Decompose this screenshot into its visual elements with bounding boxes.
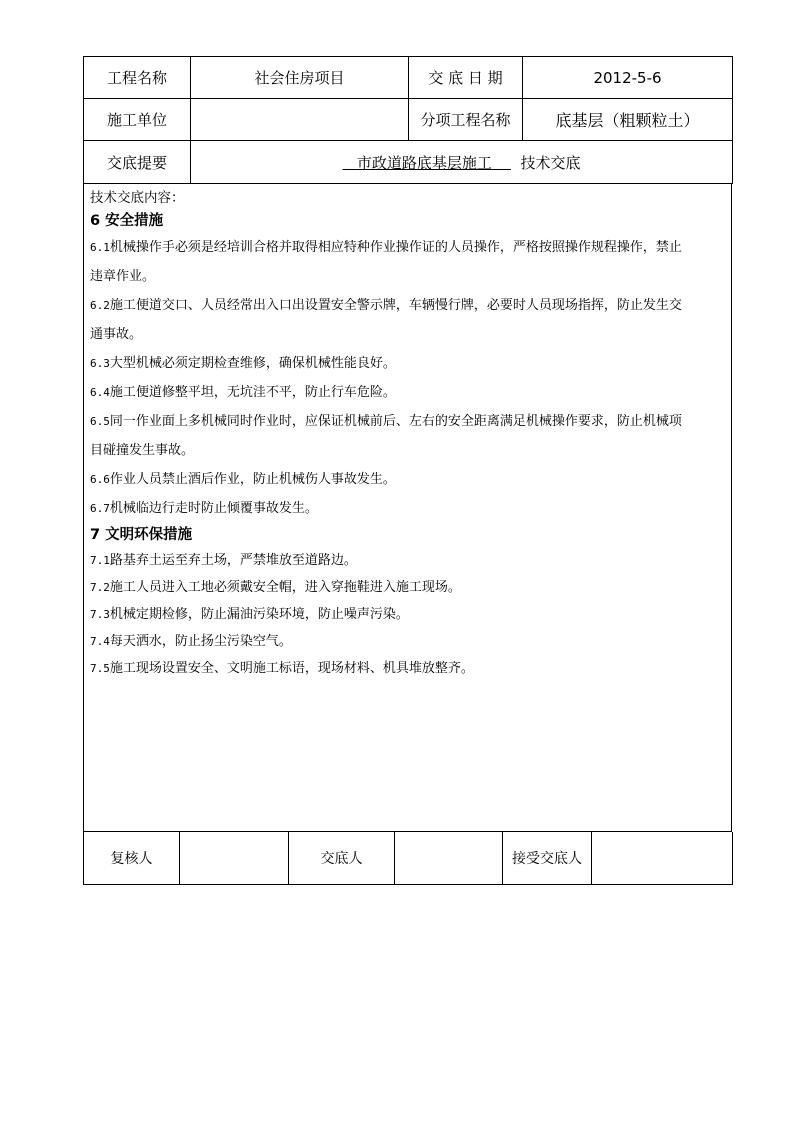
list-item (90, 601, 725, 628)
list-item (90, 407, 725, 436)
item-number: 7.1 (90, 554, 110, 567)
item-text: 施工便道交口、人员经常出入口出设置安全警示牌，车辆慢行牌，必要时人员现场指挥，防止发生交 (109, 298, 682, 313)
list-item (90, 574, 725, 601)
discloser-value (395, 832, 503, 885)
list-item-continuation: 通事故。 (90, 327, 143, 342)
list-item (90, 465, 725, 494)
signature-table (83, 832, 733, 885)
summary-suffix: 技术交底 (520, 153, 581, 172)
content-intro: 技术交底内容： (90, 190, 185, 206)
construction-unit-value (191, 99, 409, 141)
list-item (90, 628, 725, 655)
discloser-label: 交底人 (289, 832, 395, 885)
item-number: 6.5 (90, 415, 110, 428)
disclosure-content (83, 184, 732, 832)
list-item (90, 655, 725, 682)
item-text: 路基弃土运至弃土场，严禁堆放至道路边。 (109, 553, 357, 568)
summary-underlined (343, 154, 511, 172)
item-number: 7.5 (90, 662, 110, 675)
date-label: 交 底 日 期 (409, 57, 523, 99)
summary-label: 交底提要 (84, 141, 191, 184)
item-number: 7.2 (90, 581, 110, 594)
item-number: 6.1 (90, 241, 110, 254)
item-text: 大型机械必须定期检查维修，确保机械性能良好。 (109, 356, 396, 371)
header-table (83, 56, 733, 184)
list-item (90, 378, 725, 407)
list-item (90, 349, 725, 378)
list-item (90, 291, 725, 320)
date-value: 2012-5-6 (523, 57, 733, 99)
item-text: 机械操作手必须是经培训合格并取得相应特种作业操作证的人员操作，严格按照操作规程操作，禁止 (109, 240, 682, 255)
reviewer-label: 复核人 (84, 832, 180, 885)
item-text: 同一作业面上多机械同时作业时，应保证机械前后、左右的安全距离满足机械操作要求，防止机械项 (109, 414, 682, 429)
subitem-label: 分项工程名称 (409, 99, 523, 141)
list-item-continuation: 目碰撞发生事故。 (90, 443, 195, 458)
section-title: 7 文明环保措施 (90, 527, 193, 543)
item-number: 6.4 (90, 386, 110, 399)
subitem-value: 底基层（粗颗粒土） (523, 99, 733, 141)
list-item-continuation: 违章作业。 (90, 269, 156, 284)
section-title: 6 安全措施 (90, 213, 164, 229)
item-number: 6.2 (90, 299, 110, 312)
item-number: 7.3 (90, 608, 110, 621)
disclosure-form (83, 56, 732, 885)
summary-value (191, 141, 733, 184)
list-item (90, 494, 725, 523)
item-number: 6.7 (90, 502, 110, 515)
item-text: 施工现场设置安全、文明施工标语，现场材料、机具堆放整齐。 (109, 661, 474, 676)
item-number: 6.3 (90, 357, 110, 370)
list-item (90, 233, 725, 262)
item-text: 机械临边行走时防止倾覆事故发生。 (109, 501, 318, 516)
project-name-value: 社会住房项目 (191, 57, 409, 99)
project-name-label: 工程名称 (84, 57, 191, 99)
summary-underlined-text: 市政道路底基层施工 (356, 153, 492, 172)
construction-unit-label: 施工单位 (84, 99, 191, 141)
receiver-label: 接受交底人 (503, 832, 592, 885)
item-text: 机械定期检修，防止漏油污染环境，防止噪声污染。 (109, 607, 409, 622)
item-number: 6.6 (90, 473, 110, 486)
item-text: 每天洒水，防止扬尘污染空气。 (109, 634, 292, 649)
receiver-value (592, 832, 733, 885)
item-text: 施工人员进入工地必须戴安全帽，进入穿拖鞋进入施工现场。 (109, 580, 461, 595)
item-number: 7.4 (90, 635, 110, 648)
list-item (90, 547, 725, 574)
item-text: 施工便道修整平坦，无坑洼不平，防止行车危险。 (109, 385, 396, 400)
reviewer-value (180, 832, 289, 885)
item-text: 作业人员禁止酒后作业，防止机械伤人事故发生。 (109, 472, 396, 487)
